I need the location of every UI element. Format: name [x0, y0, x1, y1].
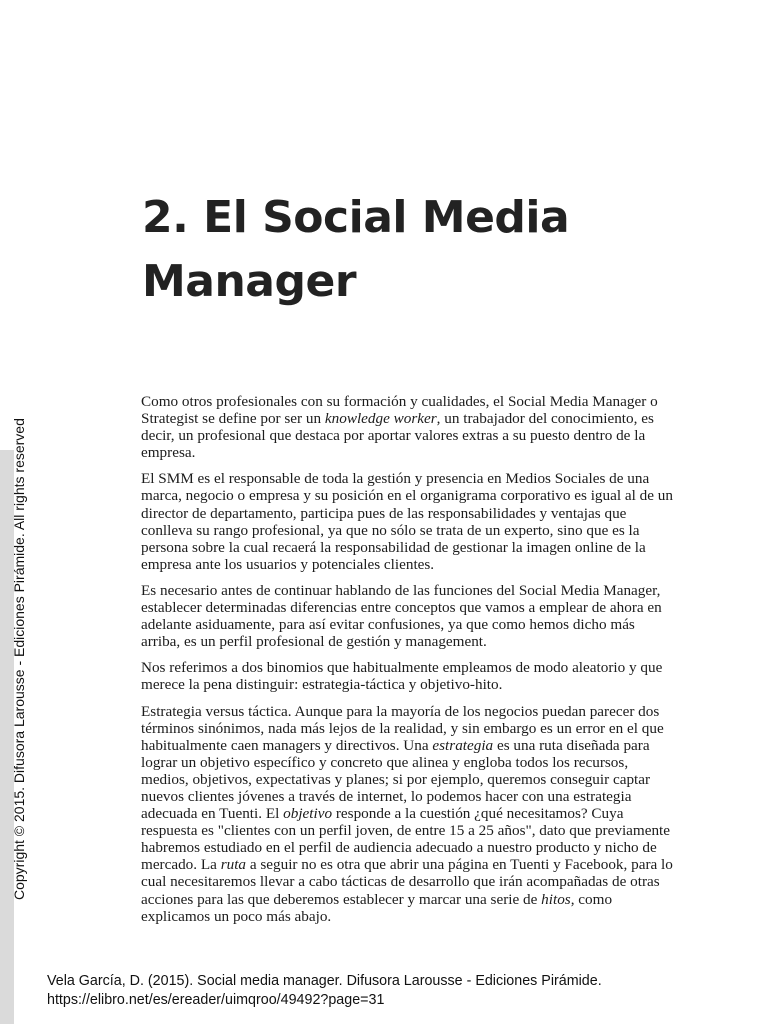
paragraph-1	[141, 393, 673, 461]
paragraph-5-text-e: , como explicamos un poco más abajo.	[141, 890, 613, 925]
paragraph-1-text-b: , un trabajador del conocimiento, es decir, un profesional que destaca por aportar valores extras a su puesto dentro de la empresa.	[141, 410, 654, 462]
paragraph-5-text-b: es una ruta diseñada para lograr un objetivo específico y concreto que alinea y engloba todos los recursos, medios, objetivos, expectativas y planes; si por ejemplo, queremos conseguir captar nuevos clientes jóvenes a través de internet, lo podemos hacer con una estrategia adecuada en Tuenti. El	[141, 736, 651, 823]
paragraph-5	[141, 703, 673, 925]
source-citation: Vela García, D. (2015). Social media manager. Difusora Larousse - Ediciones Pirámide. https://elibro.net/es/ereader/uimqroo/49492?page=31	[47, 973, 602, 1008]
paragraph-4: Nos referimos a dos binomios que habitualmente empleamos de modo aleatorio y que merece la pena distinguir: estrategia-táctica y objetivo-hito.	[141, 659, 663, 694]
paragraph-5-emphasis-estrategia: estrategia	[432, 736, 494, 754]
paragraph-5-emphasis-hitos: hitos	[541, 890, 571, 908]
paragraph-3: Es necesario antes de continuar hablando de las funciones del Social Media Manager, establecer determinadas diferencias entre conceptos que vamos a emplear de ahora en adelante asiduamente, para así evitar confusiones, ya que como hemos dicho más arriba, es un perfil profesional de gestión y management.	[141, 581, 662, 651]
paragraph-5-emphasis-objetivo: objetivo	[283, 805, 333, 823]
paragraph-1-text-a: Como otros profesionales con su formación y cualidades, el Social Media Manager o Strategist se define por ser un	[141, 393, 658, 428]
paragraph-2: El SMM es el responsable de toda la gestión y presencia en Medios Sociales de una marca, negocio o empresa y su posición en el organigrama corporativo es igual al de un director de departamento, participa pues de las responsabilidades y ventajas que conlleva su rango profesional, ya que no sólo se trata de un experto, sino que es la persona sobre la cual recaerá la responsabilidad de gestionar la imagen online de la empresa ante los usuarios y potenciales clientes.	[141, 470, 673, 573]
paragraph-5-text-a: Estrategia versus táctica. Aunque para la mayoría de los negocios puedan parecer dos términos sinónimos, nada más lejos de la realidad, y sin embargo es un error en el que habitualmente caen managers y directivos. Una	[141, 702, 664, 754]
paragraph-5-text-d: a seguir no es otra que abrir una página en Tuenti y Facebook, para lo cual necesitaremos llevar a cabo tácticas de desarrollo que irán acompañadas de otras acciones para las que deberemos establecer y marcar una serie de	[141, 856, 673, 908]
paragraph-5-emphasis-ruta: ruta	[220, 856, 247, 874]
paragraph-5-text-c: responde a la cuestión ¿qué necesitamos? Cuya respuesta es "clientes con un perfil joven, de entre 15 a 25 años", dato que previamente habremos estudiado en el perfil de audiencia adecuado a nuestro producto y nicho de mercado. La	[141, 805, 671, 874]
paragraph-1-emphasis-knowledge-worker: knowledge worker	[324, 410, 437, 428]
copyright-notice: Copyright © 2015. Difusora Larousse - Ediciones Pirámide. All rights reserved	[11, 418, 27, 900]
chapter-body	[141, 393, 673, 934]
chapter-title: 2. El Social Media Manager	[142, 192, 570, 307]
